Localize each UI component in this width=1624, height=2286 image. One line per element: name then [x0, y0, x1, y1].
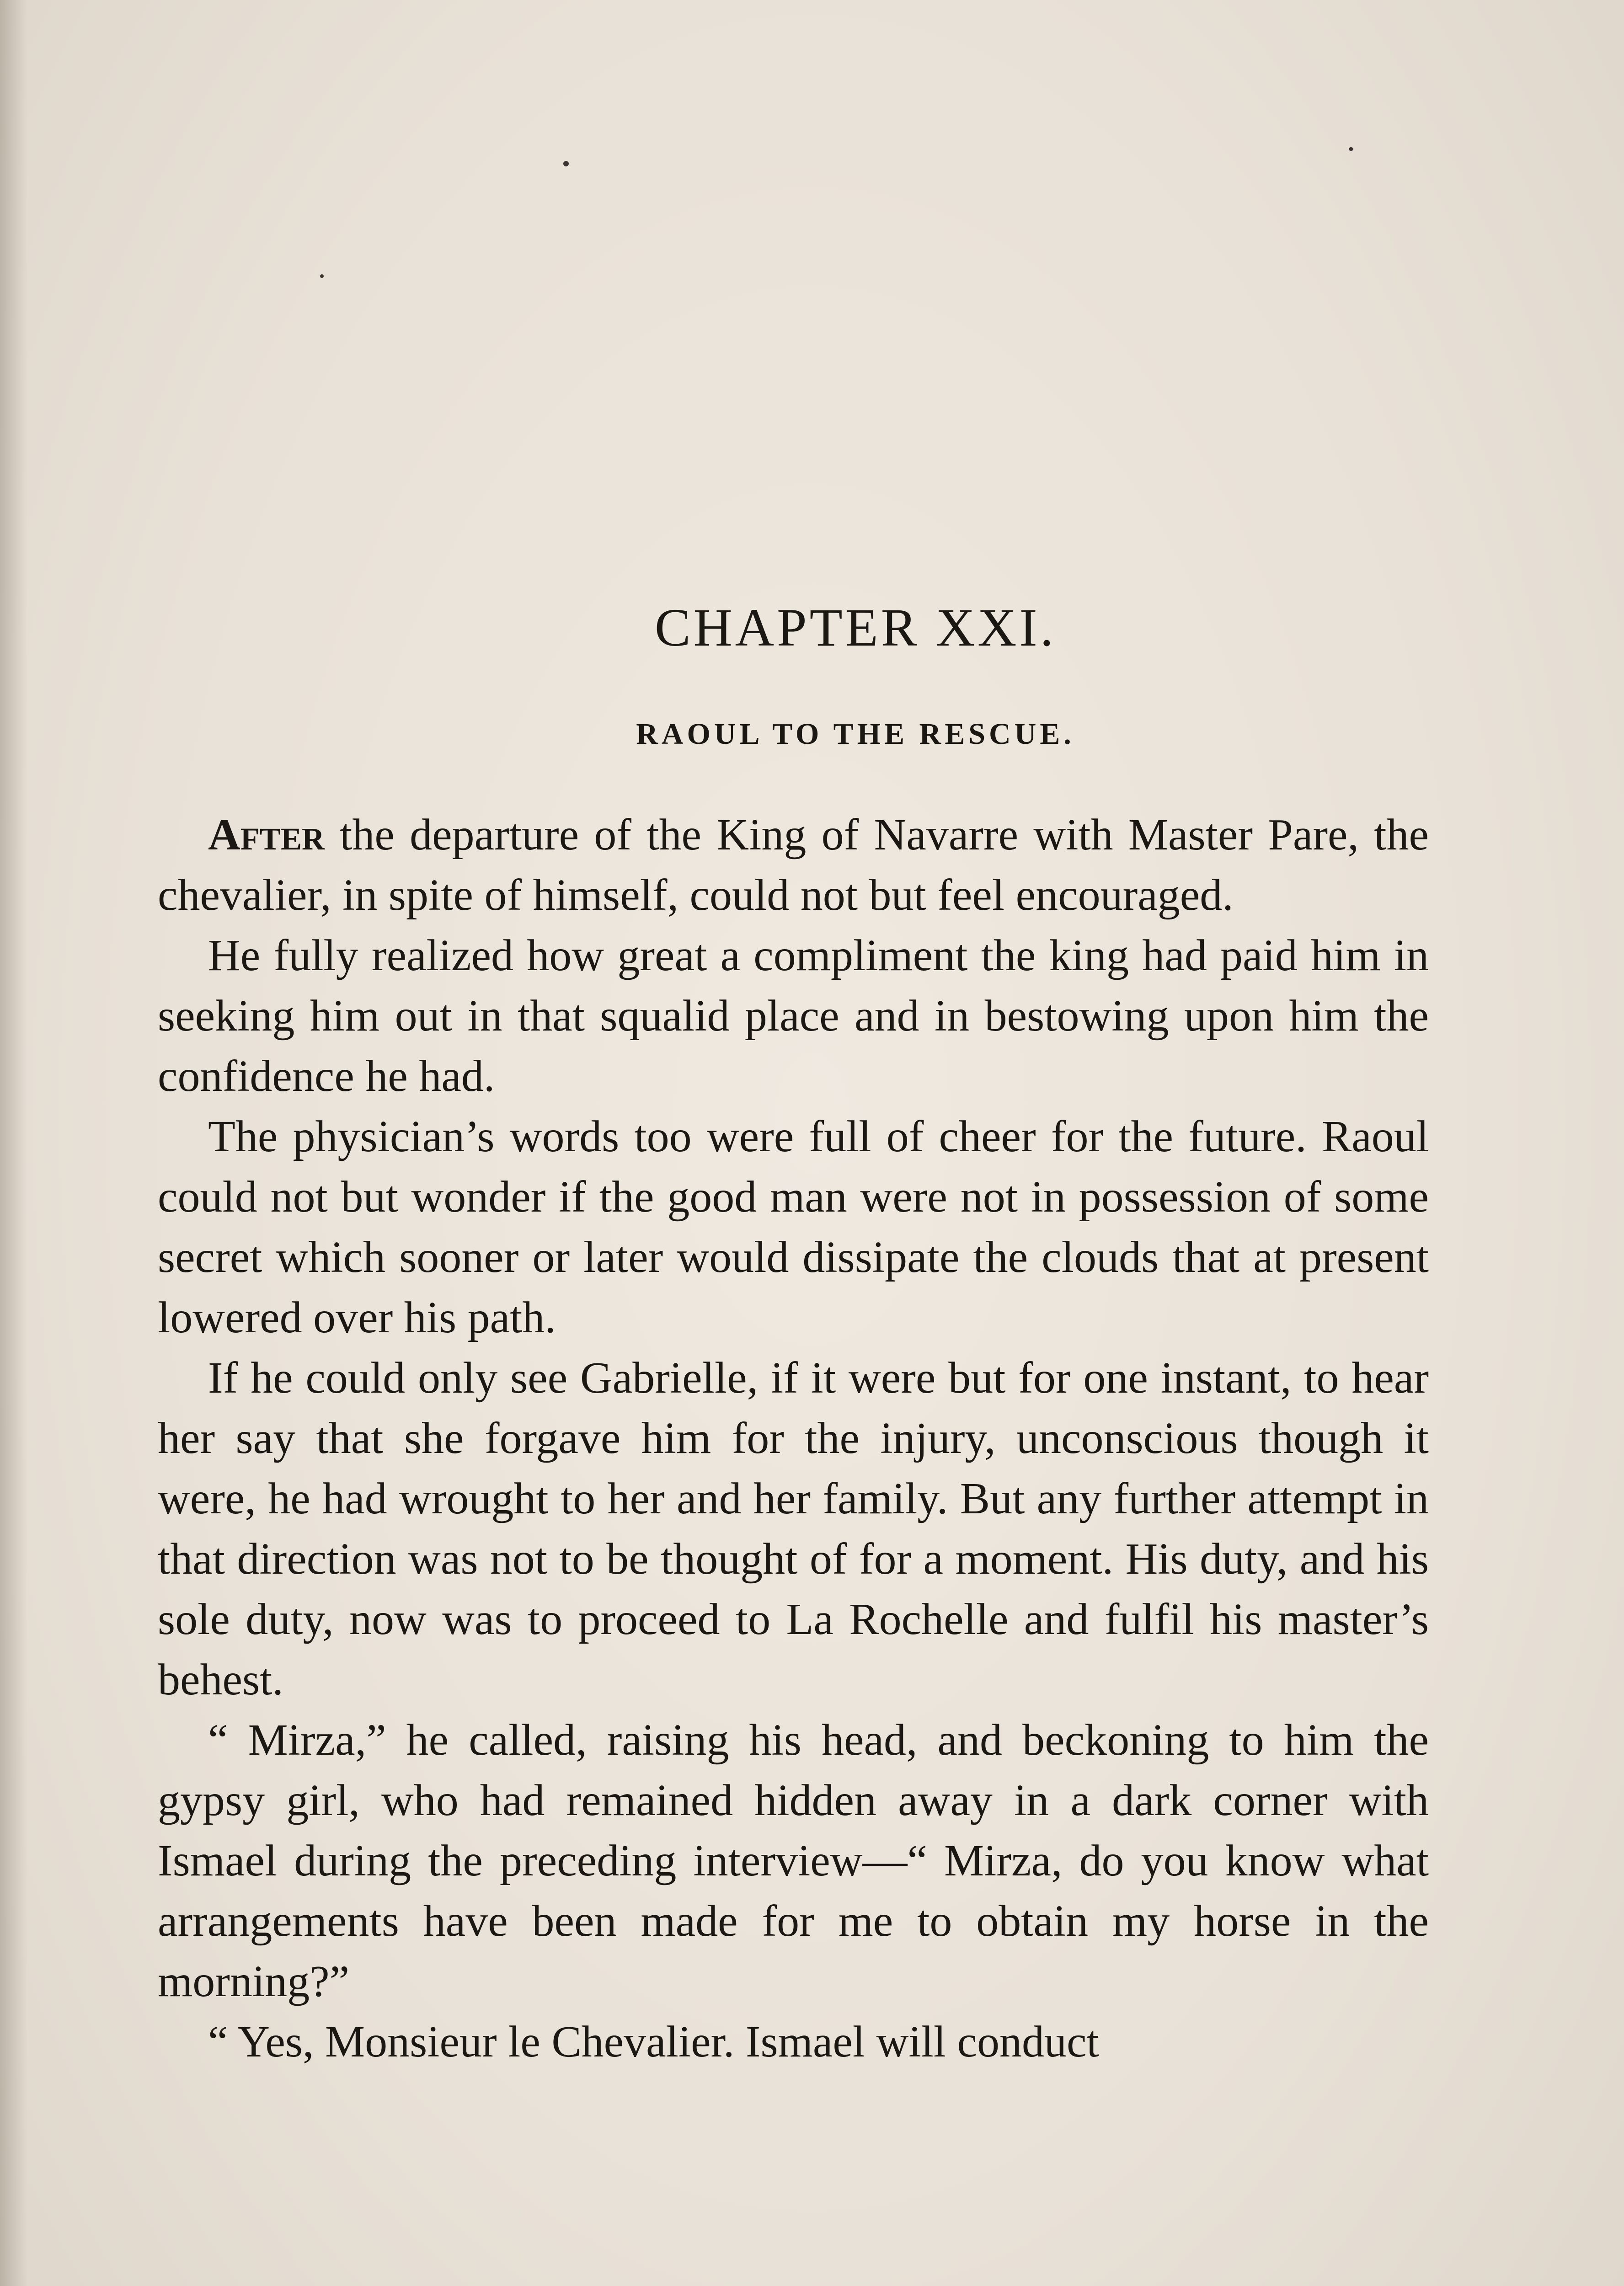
chapter-title: CHAPTER XXI. — [654, 598, 1057, 657]
paragraph: The physician’s words too were full of cheer for the future. Raoul could not but wonder if the good man were not in possession of some secret which sooner or later would dissipate the clouds that at present lowered over his path. — [158, 1112, 1429, 1342]
page-gutter-shadow — [0, 0, 27, 2286]
chapter-subtitle: RAOUL TO THE RESCUE. — [636, 717, 1075, 751]
paper-speck — [320, 274, 324, 278]
paragraph: If he could only see Gabrielle, if it were but for one instant, to hear her say that she forgave him for the injury, unconscious though it were, he had wrought to her and her family. But any further attempt in that direction was not to be thought of for a moment. His duty, and his sole duty, now was to proceed to La Rochelle and fulfil his master’s behest. — [158, 1353, 1429, 1704]
paper-speck — [563, 161, 569, 166]
paragraph: He fully realized how great a compliment the king had paid him in seeking him out in that squalid place and in bestowing upon him the confidence he had. — [158, 931, 1429, 1101]
chapter-body — [158, 805, 1429, 2072]
paragraph: “ Yes, Monsieur le Chevalier. Ismael will conduct — [208, 2017, 1099, 2067]
paper-speck — [1349, 147, 1353, 151]
opening-word: After — [208, 810, 325, 860]
paragraph: “ Mirza,” he called, raising his head, and beckoning to him the gypsy girl, who had remained hidden away in a dark corner with Ismael during the preceding interview—“ Mirza, do you know what arrangements have been made for me to obtain my horse in the morning?” — [158, 1715, 1429, 2006]
paragraph-text: the departure of the King of Navarre with Master Pare, the chevalier, in spite of himself, could not but feel encouraged. — [158, 810, 1429, 920]
paragraph — [158, 805, 1429, 925]
